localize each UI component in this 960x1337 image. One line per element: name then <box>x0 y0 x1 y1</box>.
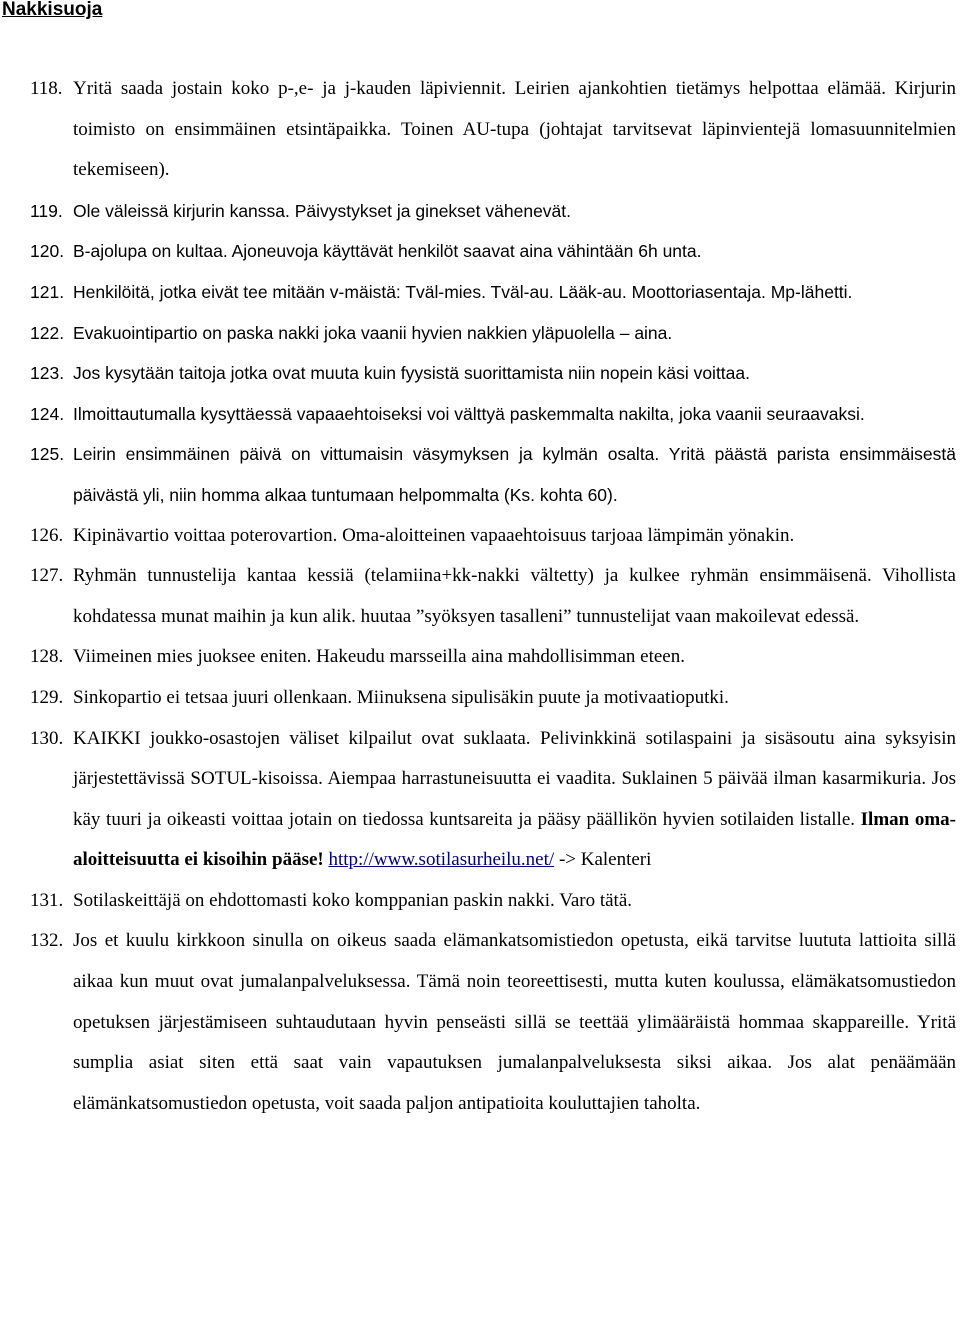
item-number: 122. <box>30 322 65 343</box>
item-text: Leirin ensimmäinen päivä on vittumaisin väsymyksen ja kylmän osalta. Yritä päästä parista ensimmäisestä päivästä yli, niin homma alkaa tuntumaan helpommalta (Ks. kohta 60). <box>73 444 956 505</box>
item-number: 128. <box>30 646 64 668</box>
item-bold-text: Ilman oma-aloitteisuutta ei kisoihin pääse! <box>73 808 956 871</box>
list-item-125 <box>0 434 960 515</box>
item-number: 132. <box>30 930 64 952</box>
item-number: 127. <box>30 565 64 587</box>
item-text: B-ajolupa on kultaa. Ajoneuvoja käyttävät henkilöt saavat aina vähintään 6h unta. <box>73 241 702 262</box>
item-text: KAIKKI joukko-osastojen väliset kilpailut ovat suklaata. Pelivinkkinä sotilaspaini ja sisäsoutu aina syksyisin järjestettävissä SOTUL-kisoissa. Aiempaa harrastuneisuutta ei vaadita. Suklainen 5 päivää ilman kasarmikuria. Jos käy tuuri ja oikeasti voittaa jotain on tiedossa kuntsareita ja pääsy päällikön hyvien sotilaiden listalle. <box>73 727 956 830</box>
item-after-text: -> Kalenteri <box>558 849 652 871</box>
item-text: Kipinävartio voittaa poterovartion. Oma-aloitteinen vapaaehtoisuus tarjoaa lämpimän yönakin. <box>73 524 795 546</box>
item-number: 119. <box>30 200 63 221</box>
list-item-122 <box>0 313 960 354</box>
list-item-129 <box>0 678 960 719</box>
item-number: 118. <box>30 78 63 99</box>
list-item-124 <box>0 394 960 435</box>
item-text: Sotilaskeittäjä on ehdottomasti koko komppanian paskin nakki. Varo tätä. <box>73 889 632 911</box>
list-item-132 <box>0 921 960 1124</box>
list-item-121 <box>0 272 960 313</box>
item-number: 130. <box>30 727 64 749</box>
item-number: 126. <box>30 524 64 546</box>
item-text: Sinkopartio ei tetsaa juuri ollenkaan. Miinuksena sipulisäkin puute ja motivaatioputki. <box>73 686 729 708</box>
list-item-118 <box>0 69 960 191</box>
list-item-128 <box>0 637 960 678</box>
list-item-130 <box>0 719 960 881</box>
item-number: 129. <box>30 686 64 708</box>
page-title: Nakkisuoja <box>2 0 103 20</box>
item-number: 131. <box>30 889 64 911</box>
item-number: 120. <box>30 241 65 262</box>
item-text: Jos et kuulu kirkkoon sinulla on oikeus saada elämankatsomistiedon opetusta, eikä tarvitse luututa lattioita sillä aikaa kun muut ovat jumalanpalveluksessa. Tämä noin teoreettisesti, mutta kuten koulussa, elämäkatsomustiedon opetuksen järjestämiseen suhtaudutaan hyvin penseästi sillä se teettää ylimääräistä hommaa skappareille. Yritä sumplia asiat siten että saat vain vapautuksen jumalanpalveluksesta siksi aikaa. Jos alat penäämään elämänkatsomustiedon opetusta, voit saada paljon antipatioita kouluttajien taholta. <box>73 930 956 1114</box>
list-item-120 <box>0 231 960 272</box>
item-text: Henkilöitä, jotka eivät tee mitään v-mäistä: Tväl-mies. Tväl-au. Lääk-au. Moottoriasentaja. Mp-lähetti. <box>73 281 853 302</box>
item-number: 124. <box>30 403 65 424</box>
item-text: Jos kysytään taitoja jotka ovat muuta kuin fyysistä suorittamista niin nopein käsi voittaa. <box>73 363 750 384</box>
numbered-list <box>0 69 960 1124</box>
item-number: 121. <box>30 281 65 302</box>
item-text: Ilmoittautumalla kysyttäessä vapaaehtoiseksi voi välttyä paskemmalta nakilta, joka vaanii seuraavaksi. <box>73 403 865 424</box>
item-number: 125. <box>30 444 65 465</box>
list-item-131 <box>0 881 960 922</box>
item-text: Evakuointipartio on paska nakki joka vaanii hyvien nakkien yläpuolella – aina. <box>73 322 673 343</box>
item-text: Viimeinen mies juoksee eniten. Hakeudu marsseilla aina mahdollisimman eteen. <box>73 646 685 668</box>
list-item-127 <box>0 556 960 637</box>
list-item-123 <box>0 353 960 394</box>
item-text: Ole väleissä kirjurin kanssa. Päivystykset ja ginekset vähenevät. <box>73 200 572 221</box>
item-text: Ryhmän tunnustelija kantaa kessiä (telamiina+kk-nakki vältetty) ja kulkee ryhmän ensimmäisenä. Vihollista kohdatessa munat maihin ja kun alik. huutaa ”syöksyen tasalleni” tunnustelijat vaan makoilevat edessä. <box>73 565 956 627</box>
sotilasurheilu-link[interactable]: http://www.sotilasurheilu.net/ <box>328 849 555 871</box>
list-item-119 <box>0 191 960 232</box>
item-text: Yritä saada jostain koko p-,e- ja j-kauden läpiviennit. Leirien ajankohtien tietämys helpottaa elämää. Kirjurin toimisto on ensimmäinen etsintäpaikka. Toinen AU-tupa (johtajat tarvitsevat läpinvientejä lomasuunnitelmien tekemiseen). <box>73 78 956 181</box>
item-number: 123. <box>30 363 65 384</box>
list-item-126 <box>0 516 960 557</box>
